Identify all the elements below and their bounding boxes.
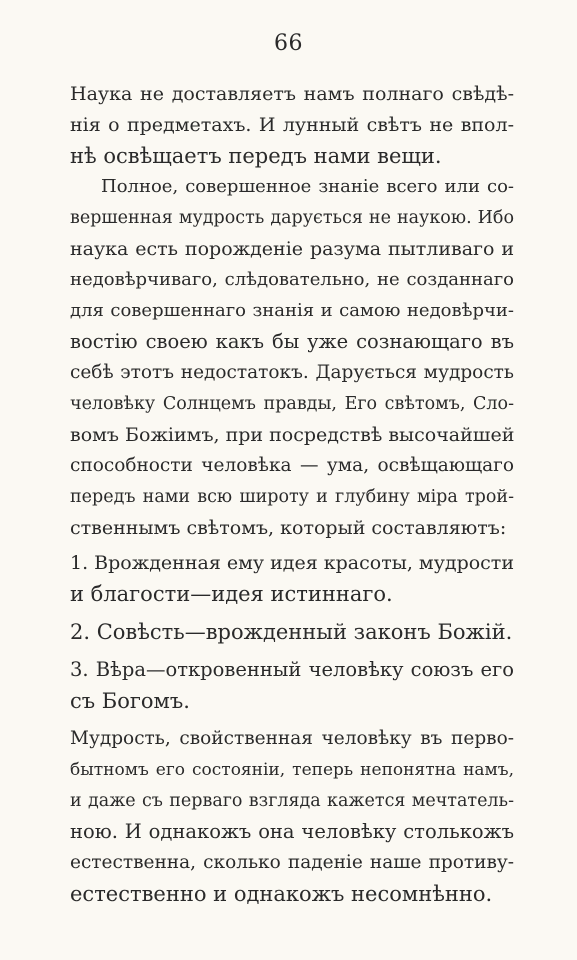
list-item-line: 3. Вѣра—откровенный человѣку союзъ его [70, 658, 514, 681]
text-line: естественно и однакожъ несомнѣнно. [70, 882, 493, 906]
text-line: нѣ освѣщаетъ передъ нами вещи. [70, 144, 442, 168]
text-line: ною. И однакожъ она человѣку столькожъ [70, 820, 514, 843]
text-line: Наука не доставляетъ намъ полнаго свѣдѣ- [70, 83, 514, 105]
text-line: вершенная мудрость дарується не наукою. Ибо [70, 208, 514, 228]
text-line: наука есть порожденіе разума пытливаго и [70, 238, 514, 260]
text-line: способности человѣка — ума, освѣщающаго [70, 455, 514, 476]
list-item-line: 2. Совѣсть—врожденный законъ Божій. [70, 620, 513, 644]
text-line: человѣку Солнцемъ правды, Его свѣтомъ, Сло- [70, 394, 514, 414]
text-line: для совершеннаго знанія и самою недовѣрчи- [70, 300, 514, 321]
text-line: естественна, сколько паденіе наше противу- [70, 852, 514, 873]
text-line: и даже съ перваго взгляда кажется мечтатель- [70, 791, 514, 811]
list-item-line: 1. Врожденная ему идея красоты, мудрости [70, 552, 514, 574]
text-line: недовѣрчиваго, слѣдовательно, не созданнаго [70, 269, 514, 290]
text-line: Мудрость, свойственная человѣку въ перво- [70, 728, 514, 749]
text-line: себѣ этотъ недостатокъ. Дарується мудрость [70, 362, 514, 383]
text-line: бытномъ его состояніи, теперь непонятна намъ, [70, 760, 514, 780]
list-item-line: и благости—идея истиннаго. [70, 582, 393, 606]
text-line: нія о предметахъ. И лунный свѣтъ не впол- [70, 114, 514, 136]
text-line: передъ нами всю широту и глубину міра трой- [70, 487, 514, 507]
text-line: ственнымъ свѣтомъ, который составляютъ: [70, 517, 507, 539]
page-number: 66 [274, 31, 303, 56]
text-line: востію своею какъ бы уже сознающаго въ [70, 330, 514, 353]
list-item-line: съ Богомъ. [70, 689, 190, 713]
text-line: Полное, совершенное знаніе всего или со- [101, 176, 514, 197]
text-line: вомъ Божіимъ, при посредствѣ высочайшей [70, 424, 515, 446]
